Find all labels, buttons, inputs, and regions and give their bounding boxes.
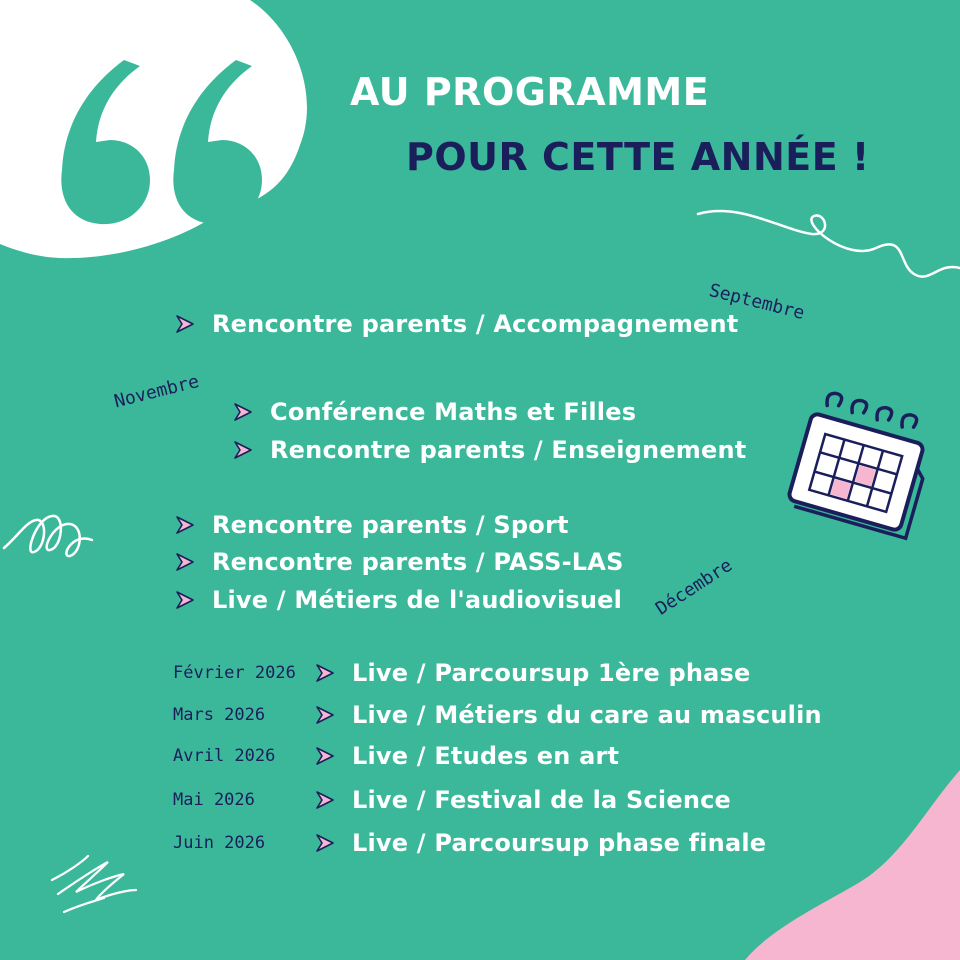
event-item [174, 507, 569, 543]
event-item [314, 697, 822, 733]
event-item [232, 394, 636, 430]
event-item [314, 782, 731, 818]
event-item [314, 655, 751, 691]
arrow-icon [314, 832, 336, 854]
event-date: Mai 2026 [173, 790, 255, 810]
speech-bubble-shape [0, 0, 307, 258]
title-line-1: AU PROGRAMME [350, 70, 710, 114]
arrow-icon [314, 704, 336, 726]
zigzag-squiggle-icon [52, 856, 136, 912]
month-label-septembre: Septembre [706, 280, 807, 324]
event-item [232, 432, 746, 468]
calendar-icon [786, 389, 938, 539]
arrow-icon [314, 789, 336, 811]
arrow-icon [232, 401, 254, 423]
event-item [174, 582, 622, 618]
arrow-icon [174, 514, 196, 536]
arrow-icon [314, 745, 336, 767]
arrow-icon [174, 551, 196, 573]
event-label: Rencontre parents / Accompagnement [212, 310, 739, 338]
pink-blob-shape [745, 770, 960, 960]
event-label: Rencontre parents / Sport [212, 511, 569, 539]
event-item [174, 544, 624, 580]
event-label: Live / Parcoursup phase finale [352, 829, 767, 857]
arrow-icon [314, 662, 336, 684]
event-label: Live / Parcoursup 1ère phase [352, 659, 751, 687]
arrow-icon [174, 313, 196, 335]
event-item [174, 306, 738, 342]
event-date: Mars 2026 [173, 705, 266, 725]
event-label: Live / Métiers de l'audiovisuel [212, 586, 623, 614]
event-label: Conférence Maths et Filles [270, 398, 637, 426]
event-label: Live / Etudes en art [352, 742, 620, 770]
arrow-icon [174, 589, 196, 611]
event-label: Rencontre parents / PASS-LAS [212, 548, 624, 576]
loop-squiggle-icon [4, 516, 92, 556]
event-date: Février 2026 [173, 663, 296, 683]
month-label-decembre: Décembre [652, 554, 737, 620]
event-item [314, 825, 766, 861]
event-label: Live / Festival de la Science [352, 786, 732, 814]
month-label-novembre: Novembre [112, 371, 202, 413]
event-label: Rencontre parents / Enseignement [270, 436, 747, 464]
event-item [314, 738, 619, 774]
event-date: Juin 2026 [173, 833, 266, 853]
title-line-2: POUR CETTE ANNÉE ! [406, 135, 870, 179]
squiggle-icon [698, 211, 960, 277]
event-date: Avril 2026 [173, 746, 276, 766]
arrow-icon [232, 439, 254, 461]
event-label: Live / Métiers du care au masculin [352, 701, 822, 729]
